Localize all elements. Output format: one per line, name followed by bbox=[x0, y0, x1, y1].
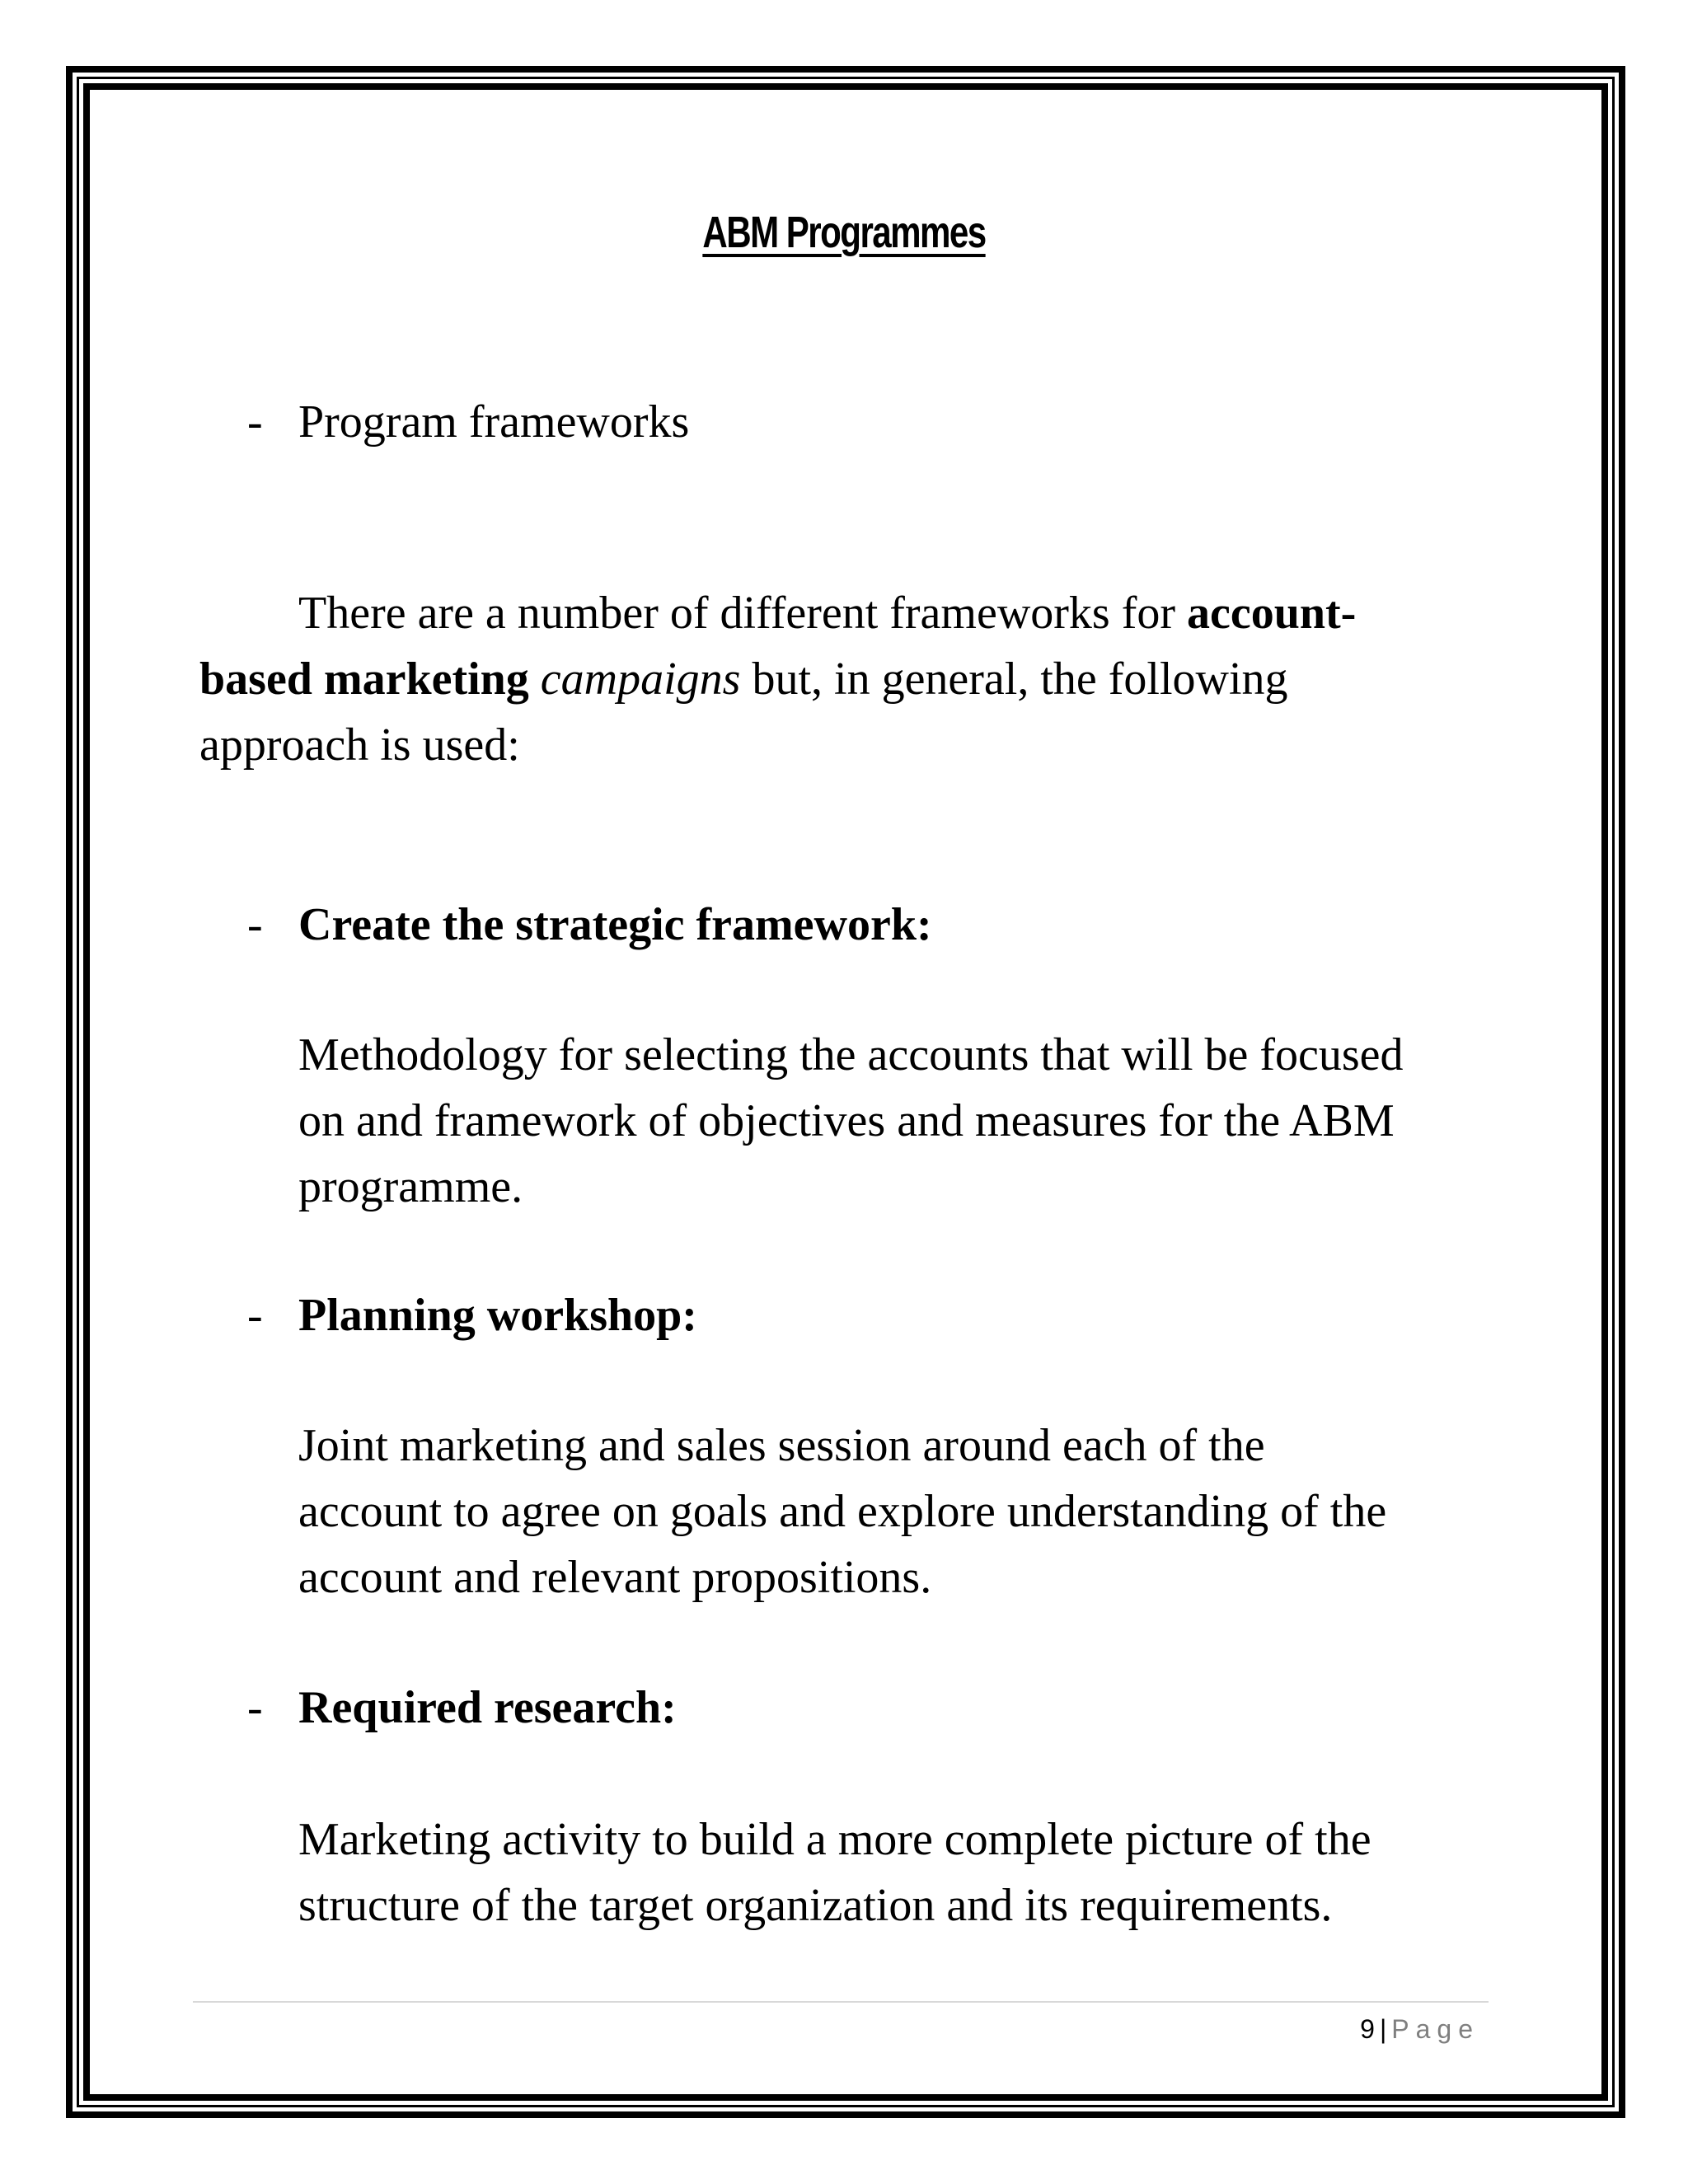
intro-italic-term: campaigns bbox=[540, 654, 741, 705]
item-heading: Planning workshop: bbox=[298, 1290, 697, 1341]
item-description-line: Joint marketing and sales session around each of the bbox=[298, 1420, 1265, 1471]
item-description-line: programme. bbox=[298, 1161, 523, 1212]
intro-line-3: approach is used: bbox=[199, 719, 520, 771]
item-description-line: structure of the target organization and its requirements. bbox=[298, 1880, 1333, 1931]
item-description bbox=[298, 1022, 1584, 1220]
intro-text: but, in general, the following bbox=[740, 654, 1288, 705]
intro-line-1 bbox=[199, 580, 1535, 646]
item-description-line: on and framework of objectives and measures for the ABM bbox=[298, 1095, 1395, 1146]
item-description-line: Methodology for selecting the accounts that will be focused bbox=[298, 1029, 1404, 1080]
footer-divider bbox=[193, 2001, 1489, 2003]
item-description-line: account to agree on goals and explore understanding of the bbox=[298, 1486, 1387, 1537]
list-dash: - bbox=[247, 1682, 263, 1733]
section-heading: Program frameworks bbox=[298, 396, 690, 448]
item-description-line: Marketing activity to build a more complete picture of the bbox=[298, 1814, 1372, 1865]
intro-paragraph bbox=[199, 580, 1535, 778]
list-dash: - bbox=[247, 1290, 263, 1341]
page-title: ABM Programmes bbox=[702, 208, 986, 257]
item-description bbox=[298, 1807, 1584, 1938]
intro-bold-term: account- bbox=[1187, 588, 1357, 639]
list-dash: - bbox=[247, 396, 263, 448]
page-footer bbox=[1360, 2013, 1479, 2046]
footer-separator: | bbox=[1379, 2014, 1387, 2044]
item-description-line: account and relevant propositions. bbox=[298, 1552, 932, 1603]
item-heading: Create the strategic framework: bbox=[298, 899, 932, 950]
page-number: 9 bbox=[1360, 2014, 1375, 2044]
list-dash: - bbox=[247, 899, 263, 950]
page-label: Page bbox=[1391, 2014, 1479, 2044]
intro-bold-term: based marketing bbox=[199, 654, 529, 705]
intro-line-2 bbox=[199, 646, 1535, 712]
item-description bbox=[298, 1413, 1584, 1610]
item-heading: Required research: bbox=[298, 1682, 677, 1733]
intro-text: There are a number of different frameworks for bbox=[298, 588, 1187, 639]
